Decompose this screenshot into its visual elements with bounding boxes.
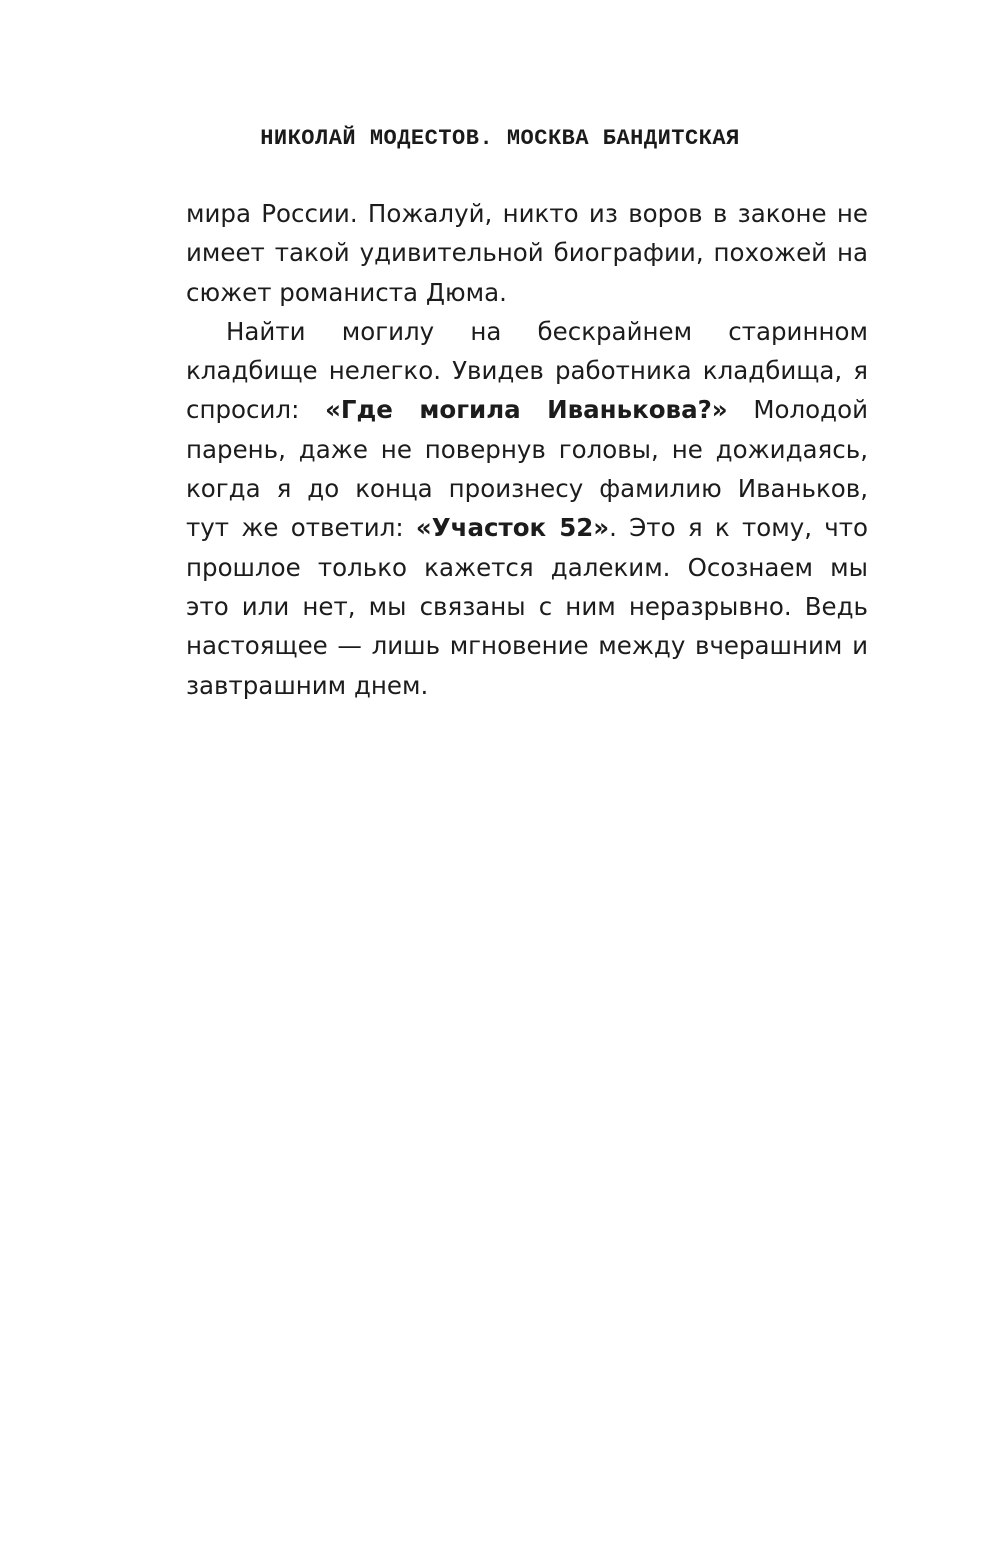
paragraph-2 bbox=[186, 312, 868, 705]
paragraph-2-text-b: Молодой парень, даже не повернув головы, не дожидаясь, когда я до конца произнесу фамилию Иваньков, тут же ответил: bbox=[186, 395, 868, 543]
paragraph-2-text-a: Найти могилу на бескрайнем старинном кладбище нелегко. Увидев работника кладбища, я спросил: bbox=[186, 316, 868, 425]
quote-where-is-grave: «Где могила Иванькова?» bbox=[325, 395, 728, 425]
quote-plot-52: «Участок 52» bbox=[415, 513, 610, 543]
running-header: НИКОЛАЙ МОДЕСТОВ. МОСКВА БАНДИТСКАЯ bbox=[260, 126, 740, 151]
body-text bbox=[186, 194, 868, 705]
paragraph-2-text-c: . Это я к тому, что прошлое только кажется далеким. Осознаем мы это или нет, мы связаны с ним неразрывно. Ведь настоящее — лишь мгновение между вчерашним и завтрашним днем. bbox=[186, 513, 868, 700]
paragraph-1-text: мира России. Пожалуй, никто из воров в законе не имеет такой удивительной биографии, похожей на сюжет романиста Дюма. bbox=[186, 199, 868, 307]
paragraph-1 bbox=[186, 194, 868, 312]
